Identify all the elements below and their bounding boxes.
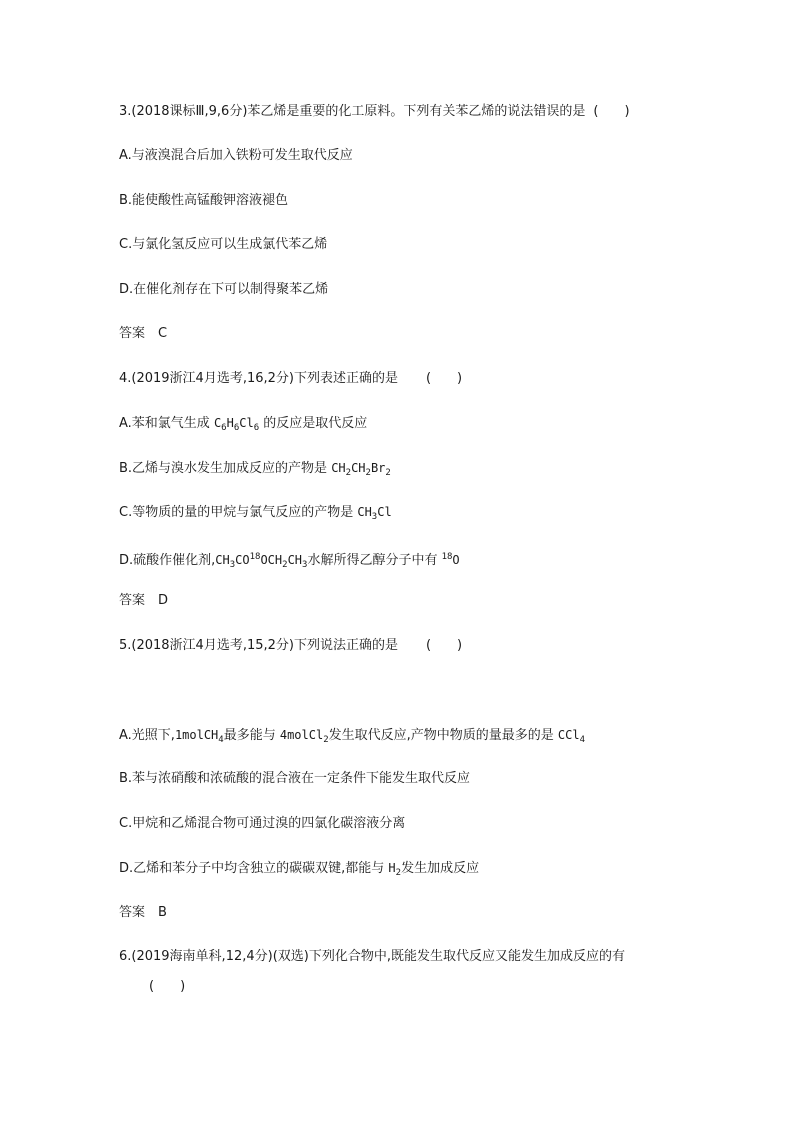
q4-b-pre: B.乙烯与溴水发生加成反应的产物是 bbox=[119, 461, 332, 476]
q3-stem bbox=[119, 103, 630, 121]
q3-option-c: C.与氯化氢反应可以生成氯代苯乙烯 bbox=[119, 237, 328, 252]
q3-option-a: A.与液溴混合后加入铁粉可发生取代反应 bbox=[119, 148, 353, 163]
q4-a-post: 的反应是取代反应 bbox=[259, 416, 368, 431]
q4-a-formula: $C_6H_6Cl_6$ bbox=[213, 416, 260, 433]
q4-stem bbox=[119, 370, 462, 388]
q5-option-c: C.甲烷和乙烯混合物可通过溴的四氯化碳溶液分离 bbox=[119, 816, 406, 831]
q3-paren: ( ) bbox=[593, 104, 630, 119]
q4-a-pre: A.苯和氯气生成 bbox=[119, 416, 214, 431]
q4-answer: 答案 D bbox=[119, 593, 169, 608]
q5-a-post: 发生取代反应,产物中物质的量最多的是 bbox=[328, 728, 558, 743]
q4-c-pre: C.等物质的量的甲烷与氯气反应的产物是 bbox=[119, 505, 358, 520]
q4-b-formula: $CH_2CH_2Br_2$ bbox=[331, 461, 391, 478]
q5-d-post: 发生加成反应 bbox=[401, 861, 480, 876]
q5-option-b: B.苯与浓硝酸和浓硫酸的混合液在一定条件下能发生取代反应 bbox=[119, 771, 471, 786]
q6-paren: ( ) bbox=[149, 979, 186, 994]
q5-answer: 答案 B bbox=[119, 905, 167, 920]
q5-d-pre: D.乙烯和苯分子中均含独立的碳碳双键,都能与 bbox=[119, 861, 389, 876]
q4-d-mid: 水解所得乙醇分子中有 bbox=[307, 553, 442, 568]
q4-d-pre: D.硫酸作催化剂, bbox=[119, 553, 216, 568]
q6-stem: 6.(2019海南单科,12,4分)(双选)下列化合物中,既能发生取代反应又能发生加成反应的有 bbox=[119, 949, 625, 964]
q4-option-b bbox=[119, 459, 391, 482]
q5-a-formula1: 1molCH$_4$ bbox=[174, 728, 224, 745]
q4-option-a bbox=[119, 414, 367, 437]
q5-option-d bbox=[119, 859, 479, 882]
q5-a-formula2: 4molCl$_2$ bbox=[279, 728, 329, 745]
q5-paren: ( ) bbox=[425, 638, 463, 653]
q5-stem-text: 5.(2018浙江4月选考,15,2分)下列说法正确的是 bbox=[119, 638, 398, 653]
q4-option-d bbox=[119, 548, 460, 574]
q4-option-c bbox=[119, 503, 392, 526]
q5-a-mid: 最多能与 bbox=[223, 728, 280, 743]
q4-d-formula: $CH_3CO^{18}OCH_2CH_3$ bbox=[215, 552, 308, 570]
q3-answer: 答案 C bbox=[119, 326, 168, 341]
q5-a-pre: A.光照下, bbox=[119, 728, 175, 743]
q5-a-formula3: CCl$_4$ bbox=[557, 728, 586, 745]
q4-c-formula: $CH_3Cl$ bbox=[357, 505, 392, 522]
q3-option-b: B.能使酸性高锰酸钾溶液褪色 bbox=[119, 193, 289, 208]
q5-stem bbox=[119, 637, 462, 655]
q3-option-d: D.在催化剂存在下可以制得聚苯乙烯 bbox=[119, 282, 329, 297]
q4-paren: ( ) bbox=[425, 371, 463, 386]
q5-d-formula: $H_2$ bbox=[388, 861, 402, 878]
q5-option-a bbox=[119, 726, 585, 749]
q3-stem-text: 3.(2018课标Ⅲ,9,6分)苯乙烯是重要的化工原料。下列有关苯乙烯的说法错误的是 bbox=[119, 104, 586, 119]
q4-d-isotope: $^{18}$O bbox=[441, 552, 460, 567]
q4-stem-text: 4.(2019浙江4月选考,16,2分)下列表述正确的是 bbox=[119, 371, 398, 386]
